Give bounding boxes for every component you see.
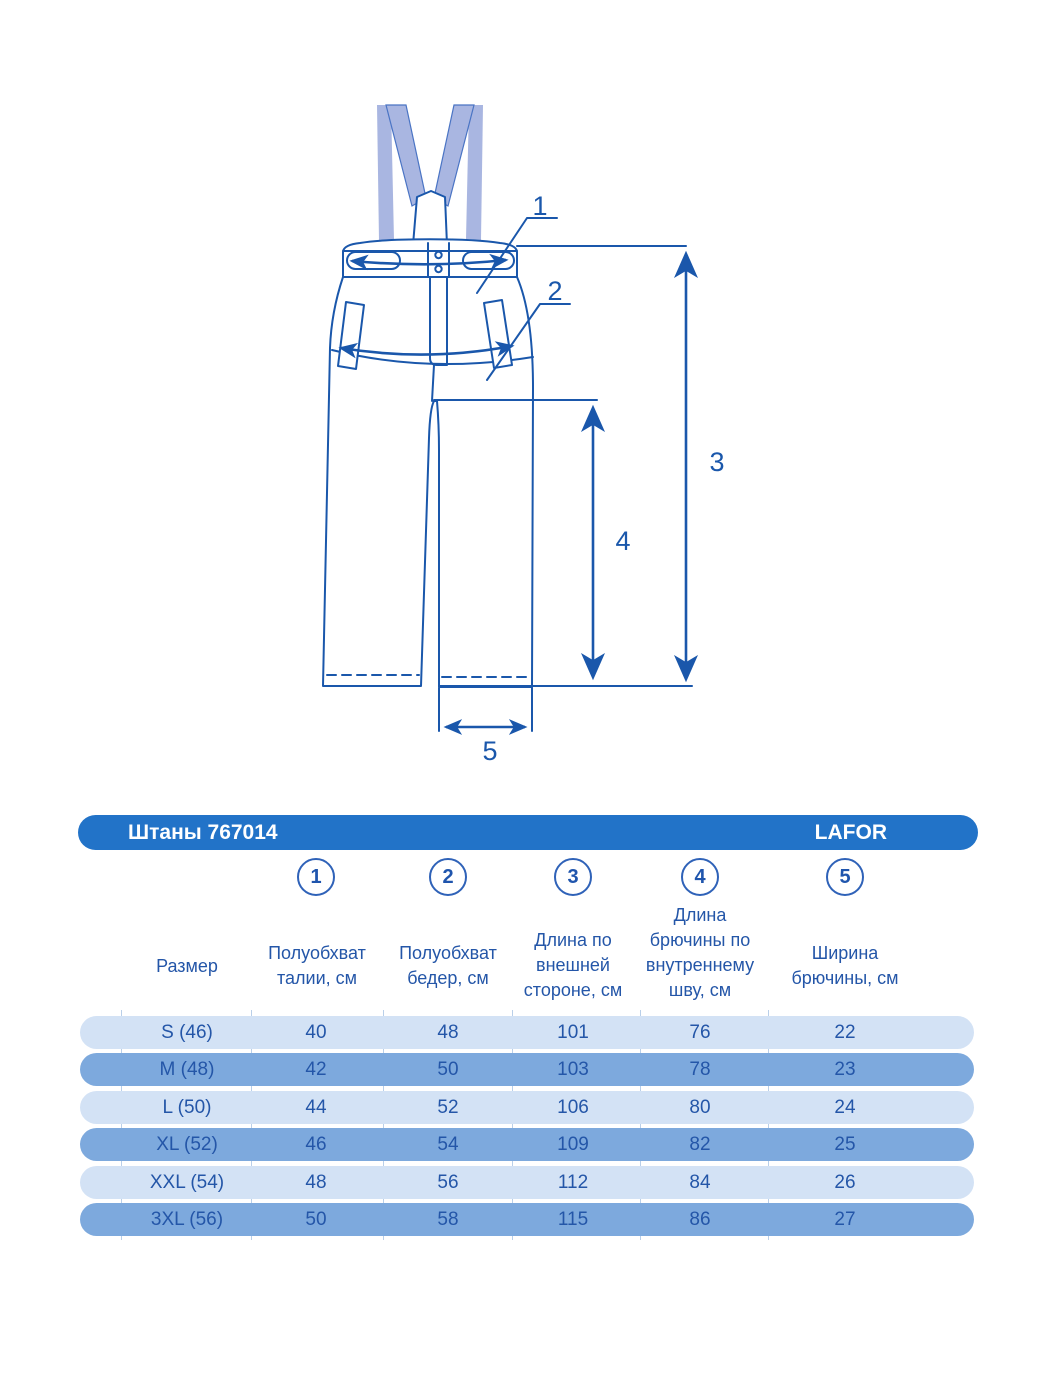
header-waist-line1: Полуобхват [268,943,366,963]
table-row [80,1203,974,1236]
value-cell: 109 [557,1134,589,1155]
size-cell: 3XL (56) [150,1209,224,1230]
header-hip-line1: Полуобхват [399,943,497,963]
value-cell: 115 [557,1209,589,1230]
table-row [80,1166,974,1199]
header-outer-length-line1: Длина по [534,930,612,950]
value-cell: 48 [305,1172,327,1193]
header-leg-width [770,941,920,991]
header-leg-width-line1: Ширина [811,943,879,963]
value-cell: 50 [437,1059,459,1080]
header-inseam-line3: внутреннему [645,955,755,975]
header-waist-line2: талии, см [276,968,358,988]
column-circle-1: 1 [297,858,335,896]
size-cell: L (50) [162,1097,212,1118]
size-cell: XL (52) [156,1134,218,1155]
suspenders [377,105,483,245]
value-cell: 42 [305,1059,327,1080]
pants-body [323,277,533,687]
value-cell: 106 [557,1097,589,1118]
header-inseam [625,903,775,1003]
value-cell: 84 [689,1172,711,1193]
value-cell: 24 [834,1097,856,1118]
header-inseam-line1: Длина [673,905,727,925]
header-size: Размер [156,956,218,976]
value-cell: 25 [834,1134,856,1155]
value-cell: 56 [437,1172,459,1193]
value-cell: 103 [557,1059,589,1080]
value-cell: 76 [689,1022,711,1043]
value-cell: 80 [689,1097,711,1118]
table-row [80,1053,974,1086]
value-cell: 23 [834,1059,856,1080]
value-cell: 101 [557,1022,589,1043]
value-cell: 44 [305,1097,327,1118]
header-inseam-line4: шву, см [668,980,732,1000]
value-cell: 40 [305,1022,327,1043]
header-leg-width-line2: брючины, см [791,968,899,988]
column-circle-3: 3 [554,858,592,896]
value-cell: 112 [557,1172,589,1193]
column-circle-2: 2 [429,858,467,896]
size-cell: S (46) [161,1022,213,1043]
value-cell: 50 [305,1209,327,1230]
suspender-bib [413,191,447,245]
value-cell: 26 [834,1172,856,1193]
brand-name: LAFOR [814,821,887,844]
column-circle-5: 5 [826,858,864,896]
value-cell: 48 [437,1022,459,1043]
column-circle-4: 4 [681,858,719,896]
value-cell: 52 [437,1097,459,1118]
header-outer-length-line3: стороне, см [523,980,623,1000]
value-cell: 22 [834,1022,856,1043]
value-cell: 78 [689,1059,711,1080]
product-title: Штаны 767014 [128,821,278,844]
value-cell: 58 [437,1209,459,1230]
header-hip-line2: бедер, см [407,968,489,988]
callout-5: 5 [482,736,498,766]
callout-2: 2 [547,276,563,306]
header-outer-length-line2: внешней [536,955,610,975]
value-cell: 86 [689,1209,711,1230]
table-row [80,1128,974,1161]
size-cell: XXL (54) [149,1172,225,1193]
table-row [80,1091,974,1124]
hem-extension-lines [439,688,532,731]
table-title-bar [78,815,978,850]
size-cell: M (48) [159,1059,215,1080]
value-cell: 46 [305,1134,327,1155]
header-waist [242,941,392,991]
callout-3: 3 [709,447,725,477]
callout-4: 4 [615,526,631,556]
value-cell: 54 [437,1134,459,1155]
table-row [80,1016,974,1049]
header-inseam-line2: брючины по [649,930,751,950]
value-cell: 82 [689,1134,711,1155]
value-cell: 27 [834,1209,856,1230]
callout-1: 1 [532,191,548,221]
